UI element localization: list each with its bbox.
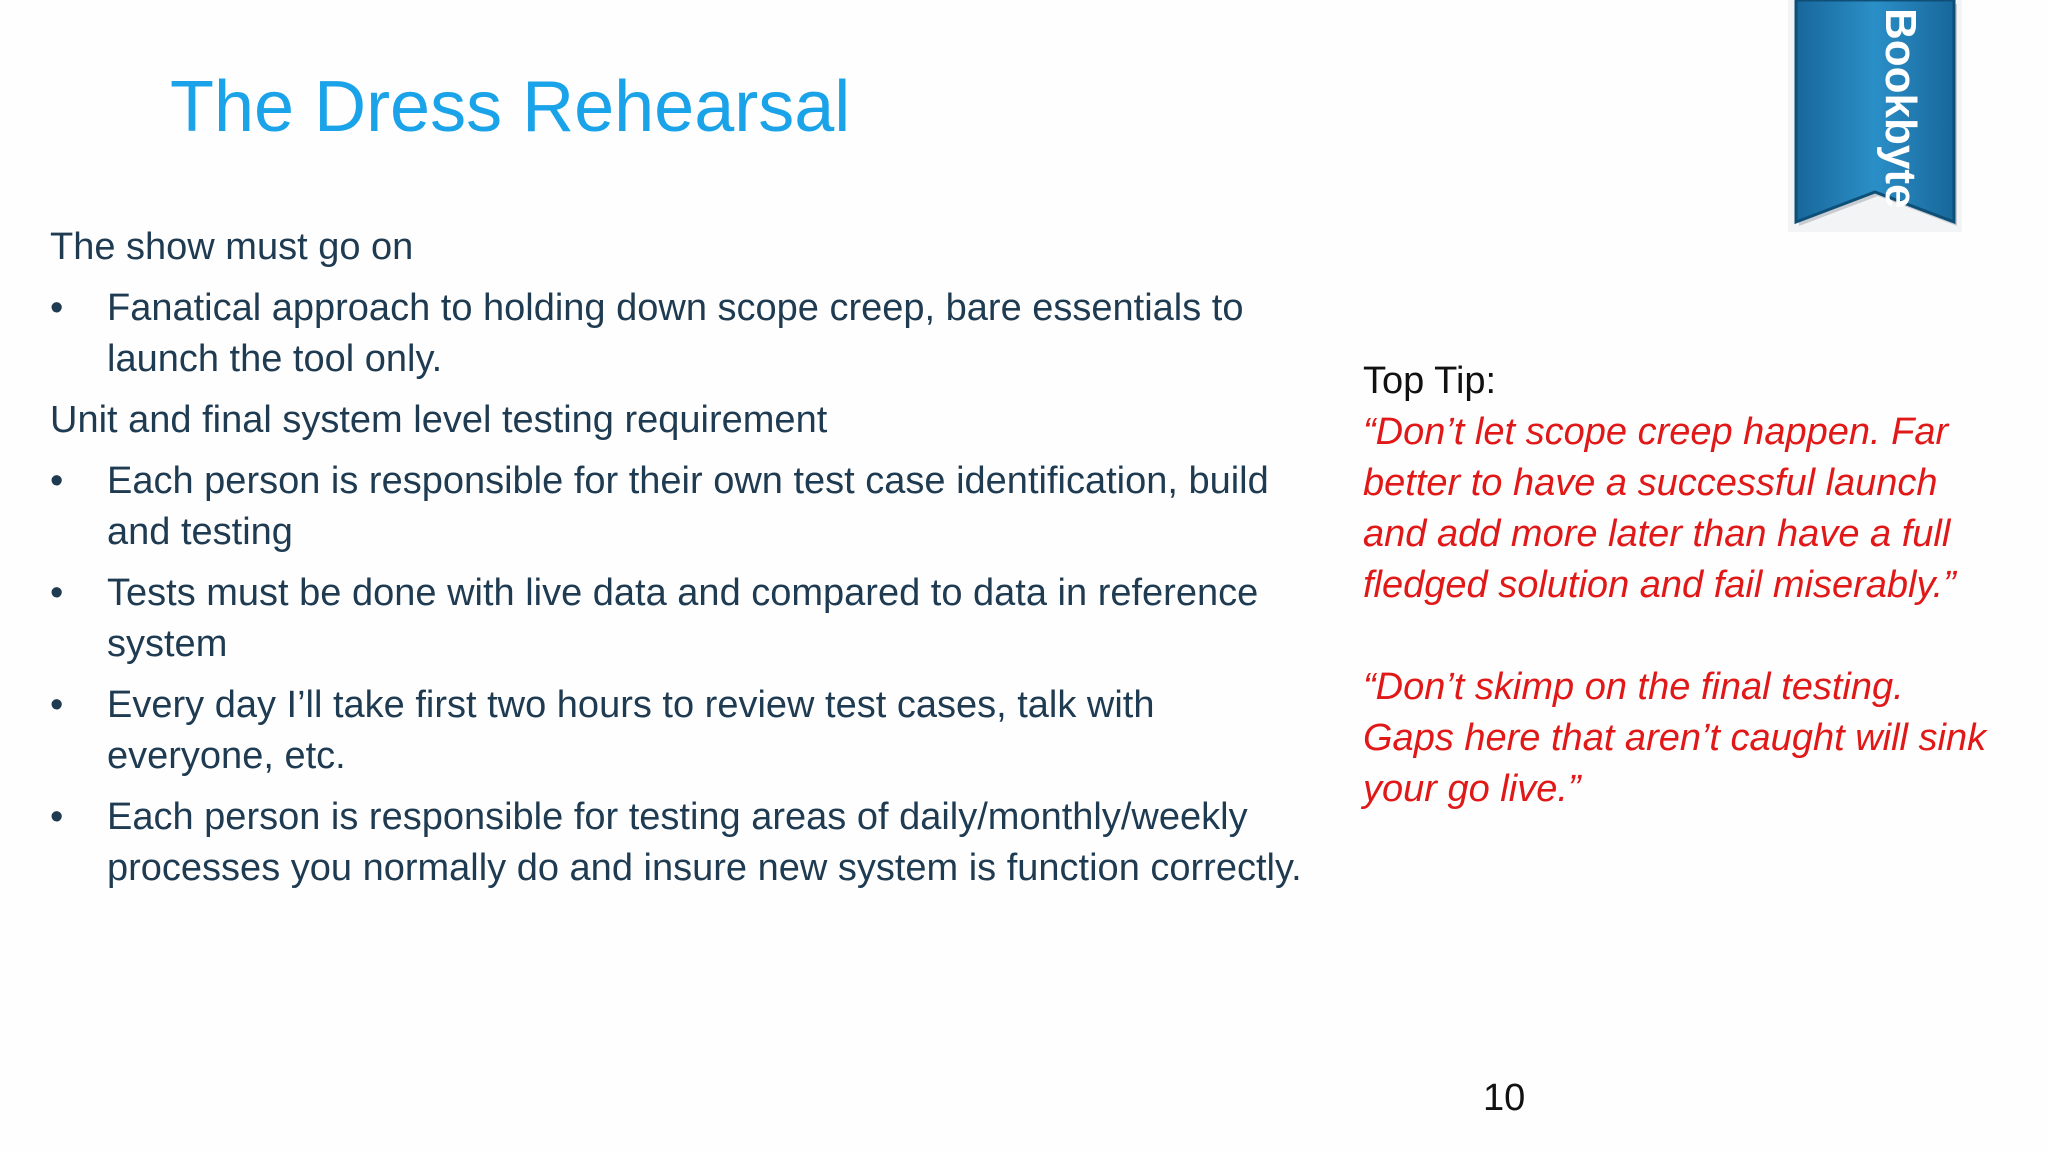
bullet-item [50, 792, 1320, 894]
bullet-item [50, 680, 1320, 782]
bullet-dot: • [50, 460, 64, 502]
section-heading: Unit and final system level testing requirement [50, 399, 828, 441]
bullet-text: Each person is responsible for testing areas of daily/monthly/weekly processes you normally do and insure new system is function correctly. [107, 796, 1302, 889]
bullet-text: Each person is responsible for their own test case identification, build and testing [107, 460, 1269, 553]
top-tip-label: Top Tip: [1363, 360, 1497, 402]
bookbyte-logo [1788, 0, 1962, 232]
main-content [50, 222, 1320, 904]
top-tip-quote: “Don’t skimp on the final testing. Gaps here that aren’t caught will sink your go live.” [1363, 666, 1987, 810]
bullet-dot: • [50, 287, 64, 329]
bullet-item [50, 568, 1320, 670]
page-number: 10 [1483, 1077, 1526, 1119]
slide-title: The Dress Rehearsal [170, 67, 851, 147]
bullet-text: Tests must be done with live data and compared to data in reference system [107, 572, 1259, 665]
bullet-dot: • [50, 684, 64, 726]
bullet-item [50, 283, 1320, 385]
top-tip-quote: “Don’t let scope creep happen. Far better to have a successful launch and add more later than have a full fledged solution and fail miserably.” [1363, 411, 1956, 606]
section-heading: The show must go on [50, 226, 414, 268]
bullet-dot: • [50, 572, 64, 614]
bullet-item [50, 456, 1320, 558]
bullet-text: Every day I’ll take first two hours to review test cases, talk with everyone, etc. [107, 684, 1155, 777]
bullet-text: Fanatical approach to holding down scope creep, bare essentials to launch the tool only. [107, 287, 1244, 380]
bullet-dot: • [50, 796, 64, 838]
logo-text: Bookbyte [1876, 8, 1925, 209]
